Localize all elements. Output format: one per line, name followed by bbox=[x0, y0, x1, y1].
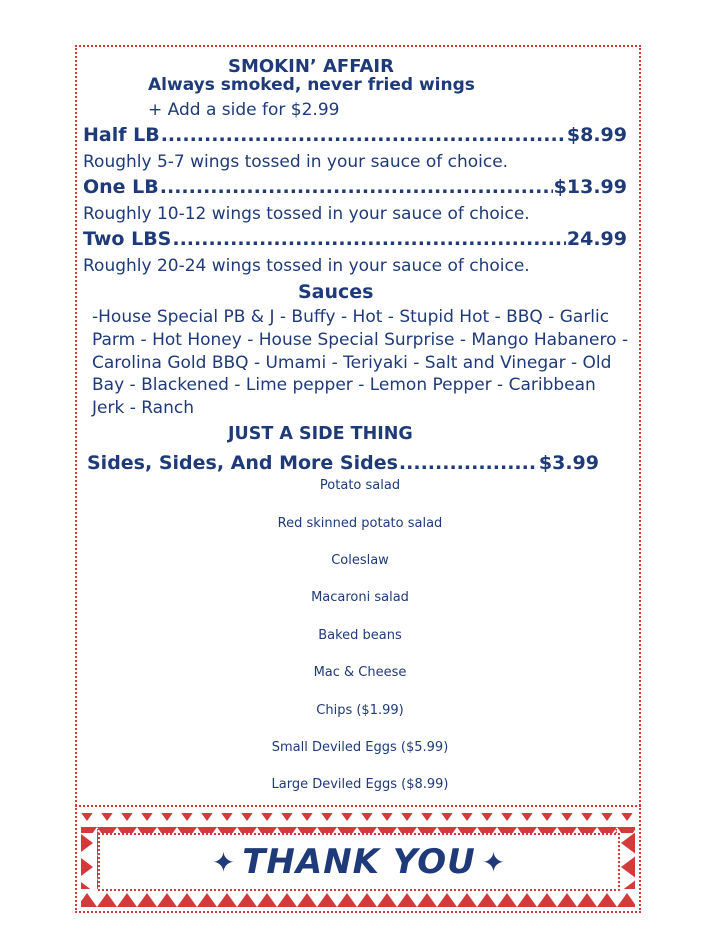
item-description: Roughly 10-12 wings tossed in your sauce of choice. bbox=[83, 204, 530, 224]
wings-item-two-lbs bbox=[83, 228, 627, 250]
list-item: Chips ($1.99) bbox=[316, 703, 404, 718]
list-item: Potato salad bbox=[319, 478, 401, 493]
leader-dots bbox=[160, 176, 553, 198]
thank-you-label: THANK YOU bbox=[242, 842, 476, 882]
list-item: Small Deviled Eggs ($5.99) bbox=[271, 740, 449, 755]
leader-dots bbox=[172, 228, 566, 250]
add-side-note: + Add a side for $2.99 bbox=[148, 100, 340, 120]
item-description: Roughly 5-7 wings tossed in your sauce of choice. bbox=[83, 152, 509, 172]
item-price: $3.99 bbox=[538, 452, 599, 474]
list-item: Red skinned potato salad bbox=[277, 516, 443, 531]
thank-you-text bbox=[98, 833, 620, 891]
sauces-heading: Sauces bbox=[298, 281, 374, 303]
leader-dots bbox=[161, 124, 566, 146]
list-item: Mac & Cheese bbox=[313, 665, 407, 680]
item-name: Half LB bbox=[83, 124, 160, 146]
item-price: 24.99 bbox=[566, 228, 627, 250]
wings-item-one-lb bbox=[83, 176, 627, 198]
item-name: One LB bbox=[83, 176, 159, 198]
item-price: $8.99 bbox=[566, 124, 627, 146]
sides-heading: JUST A SIDE THING bbox=[228, 424, 413, 444]
list-item: Baked beans bbox=[318, 628, 402, 643]
item-name: Sides, Sides, And More Sides bbox=[87, 452, 398, 474]
sparkle-icon: ✦ bbox=[211, 845, 237, 879]
sauces-list: -House Special PB & J - Buffy - Hot - Stupid Hot - BBQ - Garlic Parm - Hot Honey - House Special Surprise - Mango Habanero - Carolina Gold BBQ - Umami - Teriyaki - Salt and Vinegar - Old Bay - Blackened - Lime pepper - Lemon Pepper - Caribbean Jerk - Ranch bbox=[92, 307, 629, 419]
list-item: Large Deviled Eggs ($8.99) bbox=[271, 777, 449, 792]
item-price: $13.99 bbox=[553, 176, 627, 198]
sides-price-row bbox=[87, 452, 599, 474]
menu-tagline: Always smoked, never fried wings bbox=[148, 75, 475, 95]
sparkle-icon: ✦ bbox=[481, 845, 507, 879]
item-name: Two LBS bbox=[83, 228, 172, 250]
menu-title: SMOKIN’ AFFAIR bbox=[228, 56, 394, 77]
list-item: Coleslaw bbox=[331, 553, 389, 568]
wings-item-half-lb bbox=[83, 124, 627, 146]
leader-dots bbox=[399, 452, 538, 474]
list-item: Macaroni salad bbox=[311, 590, 409, 605]
item-description: Roughly 20-24 wings tossed in your sauce of choice. bbox=[83, 256, 530, 276]
